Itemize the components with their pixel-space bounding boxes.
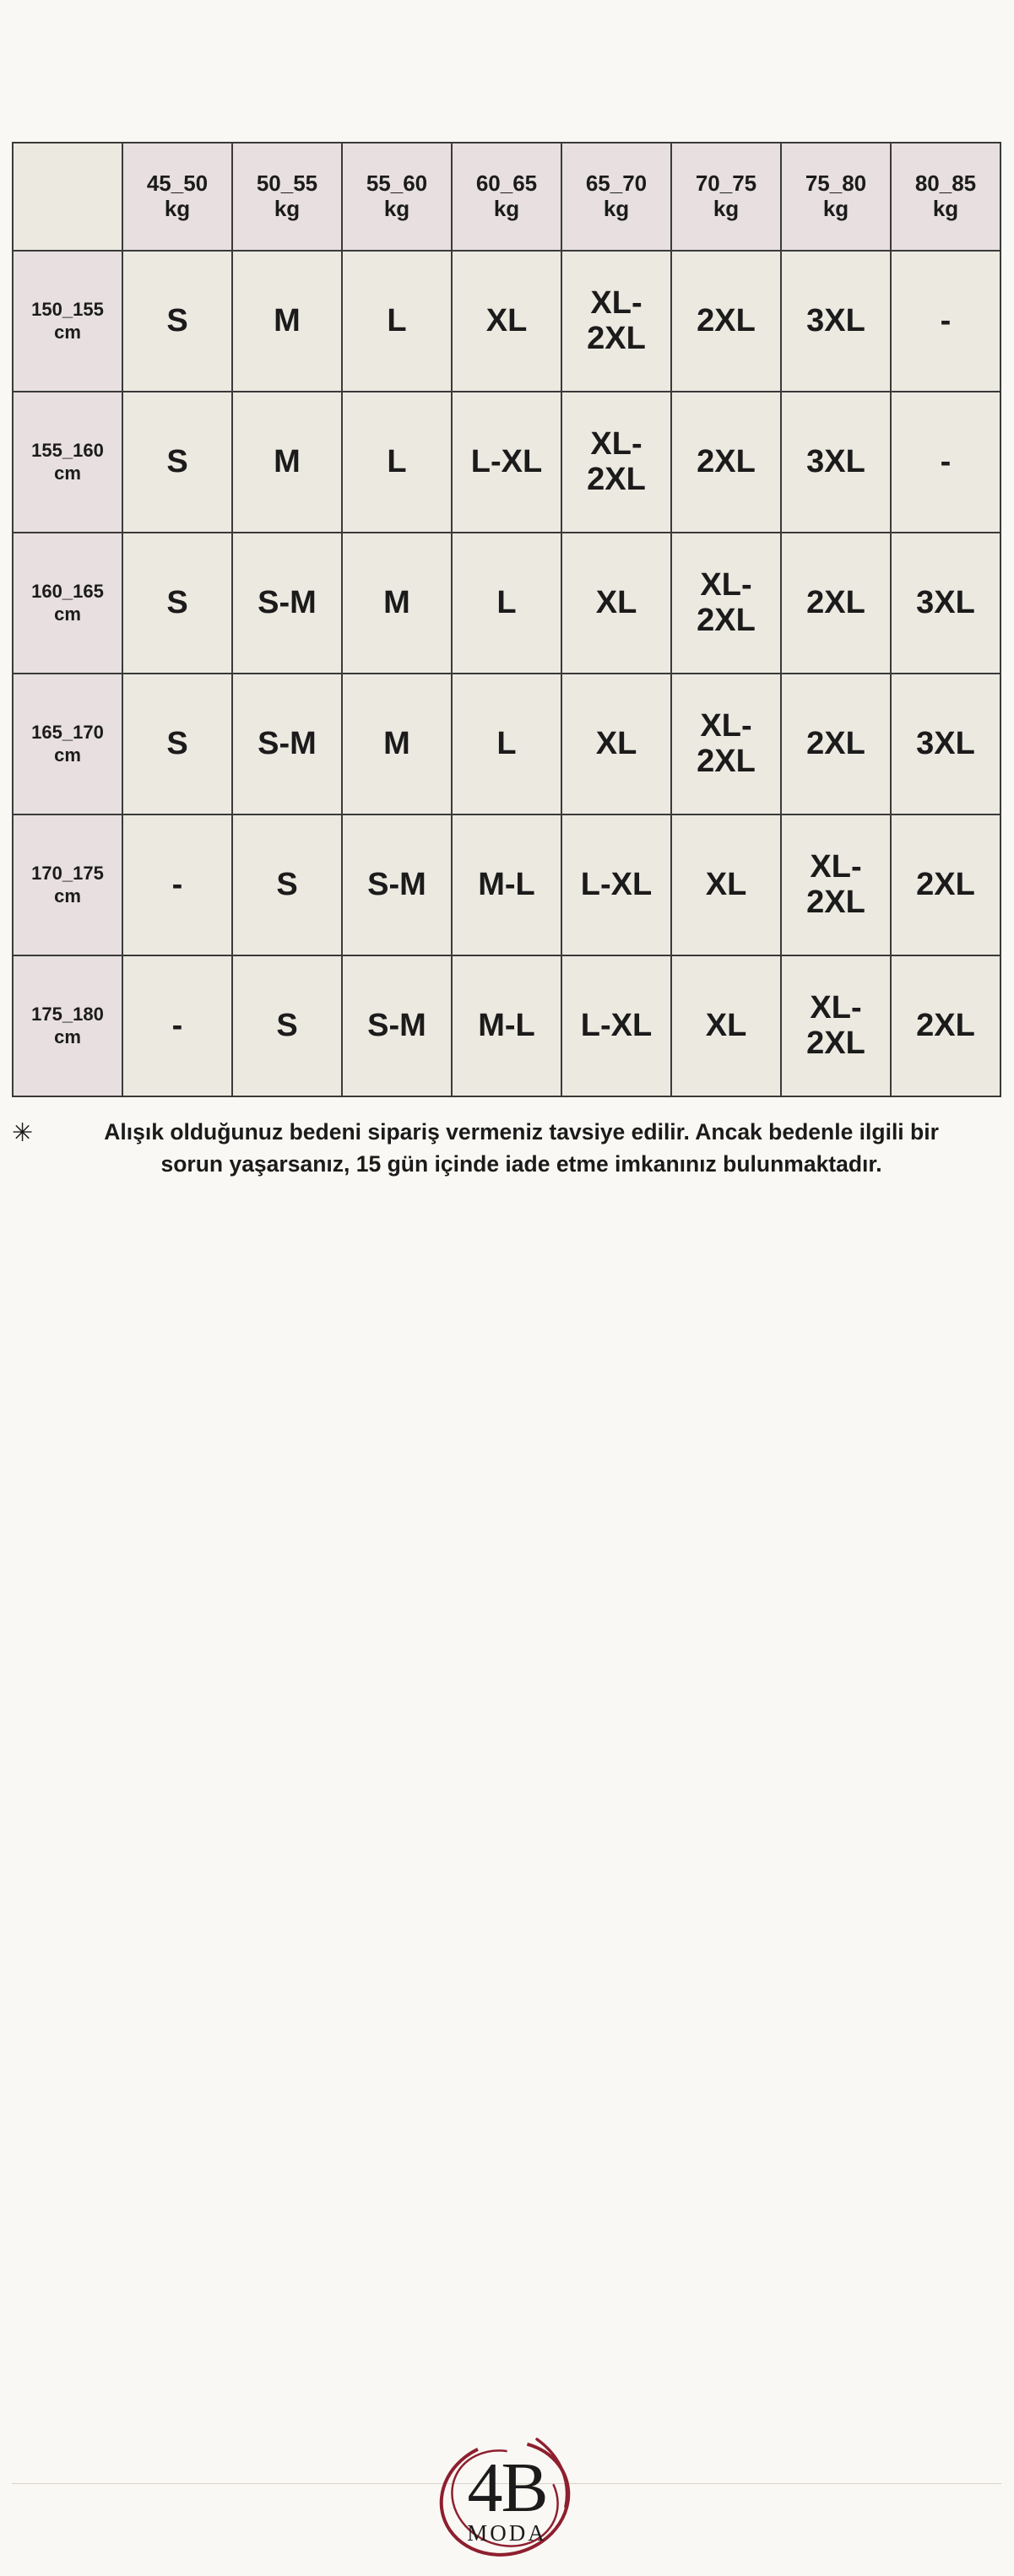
- size-cell: XL- 2XL: [781, 814, 891, 955]
- row-header-line1: 165_170: [31, 722, 104, 744]
- row-header-line2: cm: [54, 462, 81, 484]
- table-row: [13, 392, 1000, 533]
- table-body: [13, 251, 1000, 1096]
- size-cell: 3XL: [781, 251, 891, 392]
- column-header-line1: 80_85: [914, 170, 977, 197]
- size-cell: 3XL: [891, 674, 1000, 814]
- size-cell: S: [232, 814, 342, 955]
- size-cell: S-M: [232, 674, 342, 814]
- column-header-line1: 70_75: [695, 170, 757, 197]
- size-cell: S-M: [232, 533, 342, 674]
- column-header-line2: kg: [383, 196, 410, 221]
- column-header-line1: 60_65: [475, 170, 538, 197]
- size-cell: XL: [561, 533, 671, 674]
- size-cell: S: [232, 955, 342, 1096]
- table-row: [13, 814, 1000, 955]
- size-cell: 2XL: [781, 533, 891, 674]
- row-header-165-170: [13, 674, 122, 814]
- size-cell: -: [122, 814, 232, 955]
- row-header-line2: cm: [54, 1026, 81, 1047]
- column-header-line2: kg: [164, 196, 191, 221]
- column-header-line2: kg: [932, 196, 959, 221]
- size-cell: XL- 2XL: [671, 533, 781, 674]
- logo-swirl-icon: [410, 2416, 605, 2576]
- asterisk-icon: ✳: [12, 1119, 34, 1147]
- size-cell: S: [122, 392, 232, 533]
- size-cell: S: [122, 251, 232, 392]
- size-cell: S: [122, 533, 232, 674]
- row-header-line1: 155_160: [31, 440, 104, 462]
- size-cell: L-XL: [561, 955, 671, 1096]
- size-cell: 2XL: [671, 392, 781, 533]
- size-cell: L-XL: [561, 814, 671, 955]
- size-table-container: [12, 142, 1001, 1097]
- column-header-line1: 75_80: [805, 170, 867, 197]
- table-row: [13, 955, 1000, 1096]
- column-header-65-70: [561, 143, 671, 251]
- size-note-line1: Alışık olduğunuz bedeni sipariş vermeniz tavsiye edilir. Ancak bedenle ilgili bir: [104, 1119, 939, 1145]
- table-corner-cell: [13, 143, 122, 251]
- size-cell: M: [342, 674, 452, 814]
- size-cell: XL: [671, 814, 781, 955]
- size-cell: -: [891, 251, 1000, 392]
- column-header-line2: kg: [713, 196, 740, 221]
- logo-area: [0, 1207, 1014, 2546]
- table-row: [13, 251, 1000, 392]
- size-cell: XL- 2XL: [781, 955, 891, 1096]
- row-header-170-175: [13, 814, 122, 955]
- row-header-150-155: [13, 251, 122, 392]
- size-cell: L: [342, 251, 452, 392]
- size-cell: S-M: [342, 814, 452, 955]
- size-cell: XL- 2XL: [671, 674, 781, 814]
- column-header-line1: 65_70: [585, 170, 648, 197]
- size-cell: L: [452, 674, 561, 814]
- size-table: [12, 142, 1001, 1097]
- size-cell: S: [122, 674, 232, 814]
- column-header-55-60: [342, 143, 452, 251]
- size-cell: 2XL: [781, 674, 891, 814]
- column-header-45-50: [122, 143, 232, 251]
- row-header-175-180: [13, 955, 122, 1096]
- size-cell: -: [891, 392, 1000, 533]
- size-cell: M: [232, 392, 342, 533]
- size-cell: XL- 2XL: [561, 392, 671, 533]
- size-cell: M-L: [452, 814, 561, 955]
- row-header-line2: cm: [54, 885, 81, 906]
- size-cell: 2XL: [891, 955, 1000, 1096]
- size-cell: XL: [671, 955, 781, 1096]
- size-cell: M-L: [452, 955, 561, 1096]
- size-cell: -: [122, 955, 232, 1096]
- size-cell: XL: [452, 251, 561, 392]
- size-cell: 3XL: [891, 533, 1000, 674]
- row-header-155-160: [13, 392, 122, 533]
- size-cell: L: [342, 392, 452, 533]
- table-header: [13, 143, 1000, 251]
- size-cell: M: [232, 251, 342, 392]
- column-header-line2: kg: [603, 196, 630, 221]
- column-header-60-65: [452, 143, 561, 251]
- size-cell: 2XL: [891, 814, 1000, 955]
- column-header-line1: 45_50: [146, 170, 209, 197]
- size-cell: L-XL: [452, 392, 561, 533]
- size-note-line2: sorun yaşarsanız, 15 gün içinde iade etme imkanınız bulunmaktadır.: [160, 1151, 882, 1177]
- column-header-75-80: [781, 143, 891, 251]
- size-cell: L: [452, 533, 561, 674]
- row-header-line1: 160_165: [31, 581, 104, 603]
- size-cell: 2XL: [671, 251, 781, 392]
- column-header-line2: kg: [274, 196, 301, 221]
- column-header-80-85: [891, 143, 1000, 251]
- size-cell: M: [342, 533, 452, 674]
- column-header-line2: kg: [493, 196, 520, 221]
- column-header-70-75: [671, 143, 781, 251]
- row-header-line1: 150_155: [31, 299, 104, 321]
- size-cell: XL: [561, 674, 671, 814]
- size-cell: 3XL: [781, 392, 891, 533]
- table-header-row: [13, 143, 1000, 251]
- column-header-50-55: [232, 143, 342, 251]
- size-note: [12, 1116, 1001, 1181]
- size-cell: XL- 2XL: [561, 251, 671, 392]
- column-header-line1: 55_60: [366, 170, 428, 197]
- column-header-line2: kg: [822, 196, 849, 221]
- column-header-line1: 50_55: [256, 170, 318, 197]
- table-row: [13, 674, 1000, 814]
- logo-sub-text: MODA: [467, 2519, 547, 2546]
- row-header-line1: 170_175: [31, 863, 104, 885]
- row-header-line1: 175_180: [31, 1004, 104, 1026]
- brand-logo: [410, 2416, 605, 2576]
- table-row: [13, 533, 1000, 674]
- row-header-160-165: [13, 533, 122, 674]
- size-note-text: [41, 1116, 1001, 1181]
- row-header-line2: cm: [54, 603, 81, 625]
- row-header-line2: cm: [54, 744, 81, 766]
- size-cell: S-M: [342, 955, 452, 1096]
- row-header-line2: cm: [54, 321, 81, 343]
- logo-main-text: 4B: [467, 2448, 547, 2527]
